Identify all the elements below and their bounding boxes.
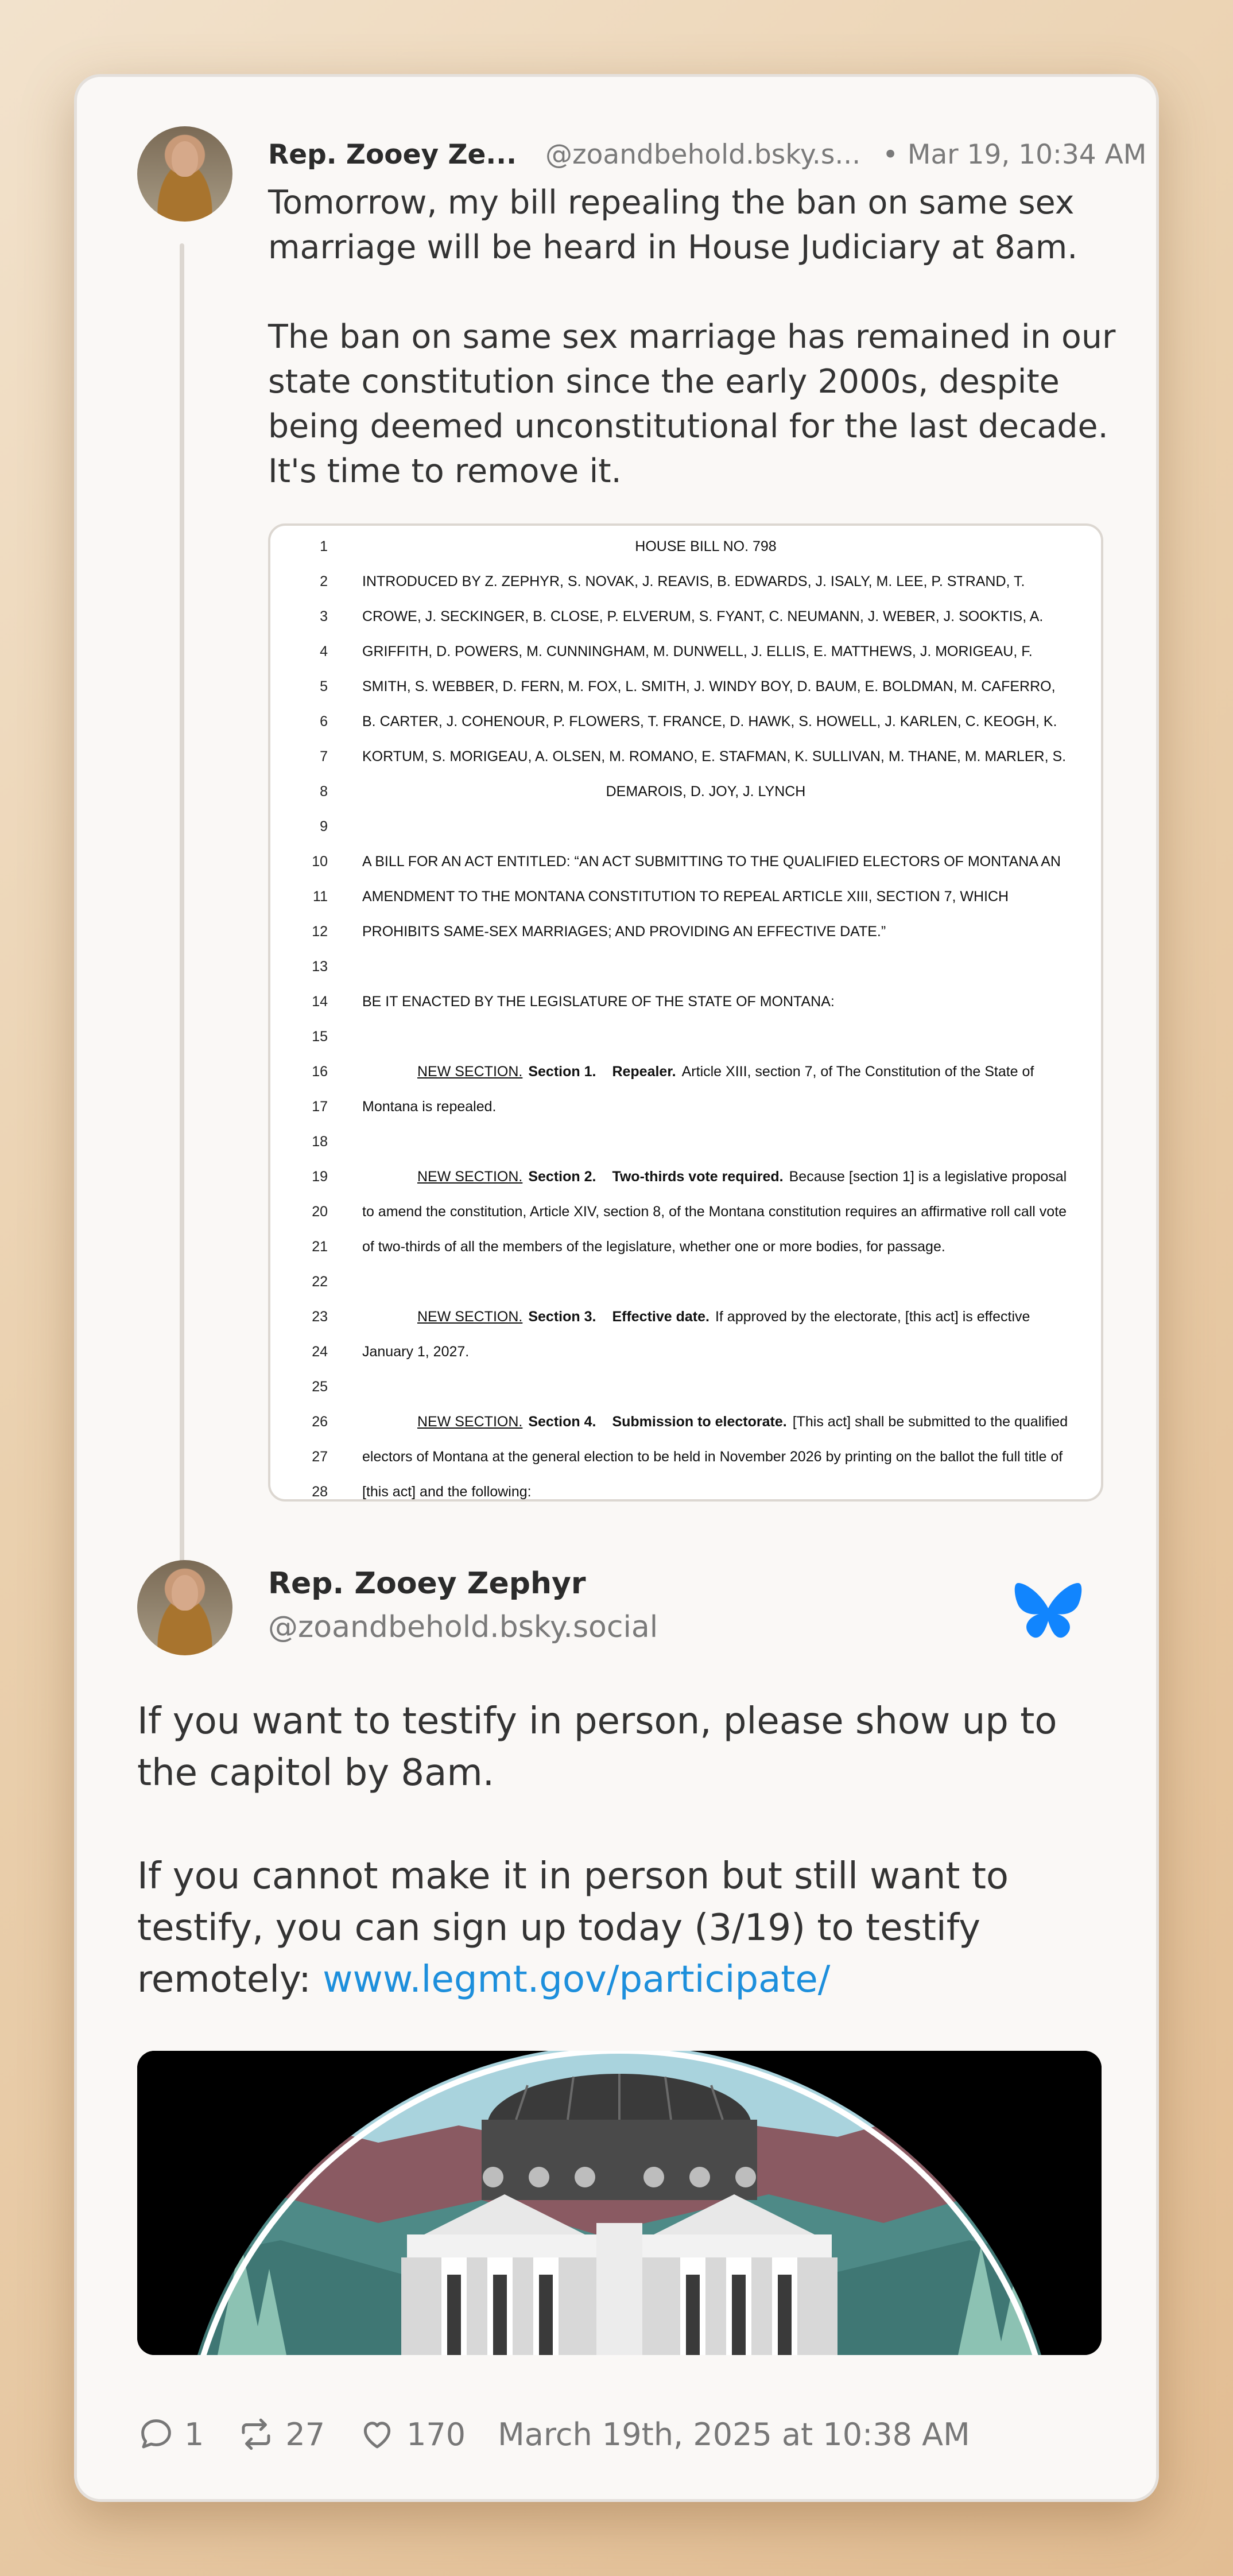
post2-paragraph-text: If you cannot make it in person but still want to testify, you can sign up today (3/19) to testify remotely: [137, 1855, 1009, 2001]
bill-line [270, 529, 1101, 564]
section-number: Section 1. [528, 1064, 596, 1080]
avatar[interactable] [137, 1560, 232, 1655]
line-number: 18 [312, 1134, 328, 1150]
bill-line [270, 949, 1101, 984]
line-text [417, 1414, 1068, 1430]
reply-button[interactable] [137, 2415, 204, 2453]
bill-line [270, 1370, 1101, 1405]
line-number: 3 [320, 608, 328, 624]
bill-line [270, 1159, 1101, 1194]
author-handle[interactable]: @zoandbehold.bsky.s... [545, 138, 861, 170]
bill-line [270, 634, 1101, 669]
post1-text [268, 180, 1141, 494]
line-number: 6 [320, 713, 328, 730]
line-text: CROWE, J. SECKINGER, B. CLOSE, P. ELVERUM, S. FYANT, C. NEUMANN, J. WEBER, J. SOOKTIS, A. [362, 608, 1044, 624]
line-text: GRIFFITH, D. POWERS, M. CUNNINGHAM, M. DUNWELL, J. ELLIS, E. MATTHEWS, J. MORIGEAU, F. [362, 643, 1033, 659]
bill-line [270, 809, 1101, 844]
line-number: 15 [312, 1029, 328, 1045]
line-number: 26 [312, 1414, 328, 1430]
capitol-image[interactable] [137, 2051, 1102, 2355]
new-section-label: NEW SECTION. [417, 1064, 523, 1080]
section-number: Section 3. [528, 1309, 596, 1325]
line-number: 25 [312, 1379, 328, 1395]
participate-link[interactable]: www.legmt.gov/participate/ [323, 1958, 831, 2001]
line-number: 27 [312, 1449, 328, 1465]
line-text: B. CARTER, J. COHENOUR, P. FLOWERS, T. FRANCE, D. HAWK, S. HOWELL, J. KARLEN, C. KEOGH, K. [362, 713, 1057, 730]
line-text: to amend the constitution, Article XIV, section 8, of the Montana constitution requires an affirmative roll call vote [362, 1204, 1067, 1220]
line-text [417, 1169, 1067, 1185]
line-number: 16 [312, 1064, 328, 1080]
line-number: 14 [312, 994, 328, 1010]
post-timestamp[interactable]: March 19th, 2025 at 10:38 AM [498, 2416, 970, 2453]
bill-line [270, 1054, 1101, 1089]
line-number: 21 [312, 1239, 328, 1255]
post1-paragraph: The ban on same sex marriage has remained in our state constitution since the early 2000s, despite being deemed unconstitutional for the last decade. It's time to remove it. [268, 318, 1116, 490]
line-text: January 1, 2027. [362, 1344, 470, 1360]
section-heading: Effective date. [612, 1309, 709, 1325]
post-card [74, 74, 1159, 2502]
section-number: Section 4. [528, 1414, 596, 1430]
bluesky-butterfly-icon[interactable] [1014, 1581, 1083, 1644]
reply-icon [137, 2415, 175, 2453]
section-heading: Two-thirds vote required. [612, 1169, 784, 1185]
post-time[interactable]: Mar 19, 10:34 AM [907, 138, 1147, 170]
line-text: BE IT ENACTED BY THE LEGISLATURE OF THE STATE OF MONTANA: [362, 994, 835, 1010]
line-number: 8 [320, 783, 328, 800]
line-number: 23 [312, 1309, 328, 1325]
bill-line [270, 1089, 1101, 1124]
line-number: 12 [312, 924, 328, 940]
line-text: A BILL FOR AN ACT ENTITLED: “AN ACT SUBMITTING TO THE QUALIFIED ELECTORS OF MONTANA AN [362, 854, 1061, 870]
bill-line [270, 704, 1101, 739]
bill-line [270, 774, 1101, 809]
bill-line [270, 914, 1101, 949]
line-text [417, 1064, 1034, 1080]
line-text: PROHIBITS SAME-SEX MARRIAGES; AND PROVIDING AN EFFECTIVE DATE.” [362, 924, 886, 940]
avatar[interactable] [137, 126, 232, 222]
section-number: Section 2. [528, 1169, 596, 1185]
bill-line [270, 1440, 1101, 1475]
bill-line [270, 599, 1101, 634]
post2-text [137, 1696, 1113, 2005]
post2-paragraph: If you want to testify in person, please show up to the capitol by 8am. [137, 1700, 1057, 1794]
new-section-label: NEW SECTION. [417, 1309, 523, 1325]
section-text: If approved by the electorate, [this act] is effective [715, 1309, 1030, 1325]
section-text: Because [section 1] is a legislative proposal [789, 1169, 1067, 1185]
line-text: Montana is repealed. [362, 1099, 497, 1115]
new-section-label: NEW SECTION. [417, 1169, 523, 1185]
author-name[interactable]: Rep. Zooey Zephyr [268, 1566, 586, 1601]
line-text: SMITH, S. WEBBER, D. FERN, M. FOX, L. SMITH, J. WINDY BOY, D. BAUM, E. BOLDMAN, M. CAFERRO, [362, 678, 1056, 695]
bill-document-image[interactable] [268, 523, 1103, 1502]
author-name[interactable]: Rep. Zooey Ze... [268, 138, 517, 170]
bill-line [270, 1124, 1101, 1159]
line-number: 24 [312, 1344, 328, 1360]
bill-line [270, 1405, 1101, 1440]
bill-line [270, 879, 1101, 914]
bill-line [270, 669, 1101, 704]
line-number: 19 [312, 1169, 328, 1185]
line-number: 13 [312, 959, 328, 975]
line-number: 22 [312, 1274, 328, 1290]
new-section-label: NEW SECTION. [417, 1414, 523, 1430]
line-number: 4 [320, 643, 328, 659]
line-text: INTRODUCED BY Z. ZEPHYR, S. NOVAK, J. REAVIS, B. EDWARDS, J. ISALY, M. LEE, P. STRAND, T. [362, 573, 1025, 589]
line-text: of two-thirds of all the members of the legislature, whether one or more bodies, for passage. [362, 1239, 945, 1255]
section-heading: Submission to electorate. [612, 1414, 787, 1430]
post2-header [268, 1564, 658, 1647]
line-number: 10 [312, 854, 328, 870]
post-footer [137, 2403, 970, 2466]
capitol-illustration [137, 2051, 1102, 2355]
line-number: 28 [312, 1484, 328, 1500]
bill-line [270, 1229, 1101, 1264]
line-text: AMENDMENT TO THE MONTANA CONSTITUTION TO REPEAL ARTICLE XIII, SECTION 7, WHICH [362, 889, 1009, 905]
like-count: 170 [406, 2416, 466, 2453]
section-text: Article XIII, section 7, of The Constitution of the State of [681, 1064, 1034, 1080]
separator-dot: • [882, 138, 898, 170]
line-number: 5 [320, 678, 328, 695]
line-number: 9 [320, 818, 328, 835]
bill-line [270, 1194, 1101, 1229]
bill-line [270, 739, 1101, 774]
line-text: HOUSE BILL NO. 798 [635, 538, 777, 554]
post1-header [268, 134, 1146, 174]
repost-icon [236, 2415, 276, 2453]
bill-line [270, 984, 1101, 1019]
line-text [417, 1309, 1030, 1325]
thread-line [180, 243, 184, 1621]
bill-line [270, 1475, 1101, 1502]
line-number: 7 [320, 748, 328, 765]
bill-line [270, 844, 1101, 879]
section-heading: Repealer. [612, 1064, 676, 1080]
line-number: 17 [312, 1099, 328, 1115]
bill-line [270, 1264, 1101, 1299]
post1-paragraph: Tomorrow, my bill repealing the ban on same sex marriage will be heard in House Judiciary at 8am. [268, 184, 1078, 266]
line-number: 2 [320, 573, 328, 589]
bill-line [270, 1334, 1101, 1370]
post2-paragraph [137, 1850, 1113, 2005]
line-text: [this act] and the following: [362, 1484, 532, 1500]
line-number: 1 [320, 538, 328, 554]
author-handle[interactable]: @zoandbehold.bsky.social [268, 1610, 658, 1644]
reply-count: 1 [184, 2416, 204, 2453]
heart-icon [357, 2415, 397, 2453]
section-text: [This act] shall be submitted to the qualified [792, 1414, 1068, 1430]
line-text: KORTUM, S. MORIGEAU, A. OLSEN, M. ROMANO, E. STAFMAN, K. SULLIVAN, M. THANE, M. MARLER, S. [362, 748, 1067, 765]
line-text: electors of Montana at the general election to be held in November 2026 by printing on the ballot the full title of [362, 1449, 1063, 1465]
like-button[interactable] [357, 2415, 466, 2453]
line-number: 11 [313, 889, 328, 905]
repost-count: 27 [285, 2416, 325, 2453]
repost-button[interactable] [236, 2415, 325, 2453]
line-number: 20 [312, 1204, 328, 1220]
bill-line [270, 1019, 1101, 1054]
bill-line [270, 1299, 1101, 1334]
line-text: DEMAROIS, D. JOY, J. LYNCH [606, 783, 806, 800]
bill-line [270, 564, 1101, 599]
